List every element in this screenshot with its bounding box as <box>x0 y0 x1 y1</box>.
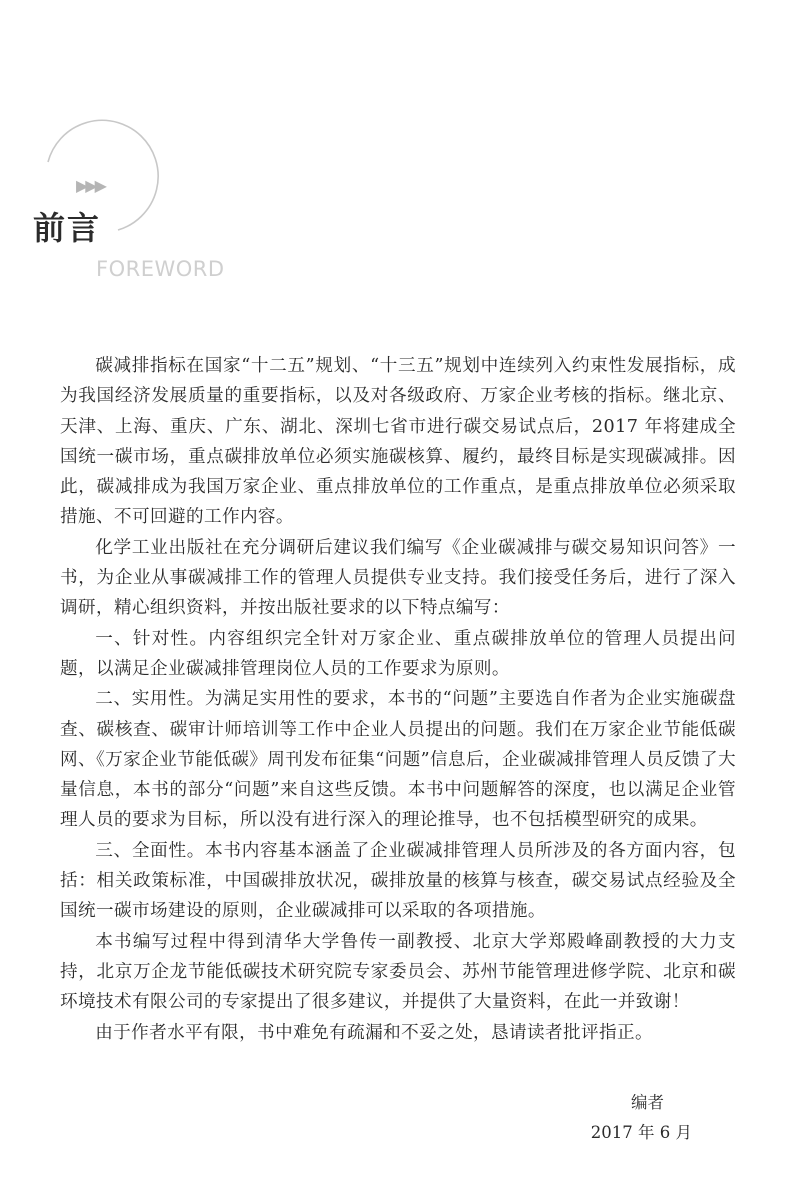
page-title: 前言 <box>33 209 102 247</box>
paragraph: 碳减排指标在国家“十二五”规划、“十三五”规划中连续列入约束性发展指标，成为我国经济发展质量的重要指标，以及对各级政府、万家企业考核的指标。继北京、天津、上海、重庆、广东、湖北、深圳七省市进行碳交易试点后，2017 年将建成全国统一碳市场，重点碳排放单位必须实施碳核算、履约，最终目标是实现碳减排。因此，碳减排成为我国万家企业、重点排放单位的工作重点，是重点排放单位必须采取措施、不可回避的工作内容。 <box>60 356 736 528</box>
signature-date: 2017 年 6 月 <box>590 1123 692 1142</box>
paragraph: 一、针对性。内容组织完全针对万家企业、重点碳排放单位的管理人员提出问题，以满足企业碳减排管理岗位人员的工作要求为原则。 <box>60 628 736 679</box>
page-subtitle: FOREWORD <box>96 257 225 281</box>
paragraph: 三、全面性。本书内容基本涵盖了企业碳减排管理人员所涉及的各方面内容，包括：相关政策标准，中国碳排放状况，碳排放量的核算与核查，碳交易试点经验及全国统一碳市场建设的原则，企业碳减排可以采取的各项措施。 <box>60 840 736 922</box>
signature-author: 编者 <box>631 1093 664 1112</box>
signature-block <box>591 1088 692 1148</box>
triple-arrow-icon: ▶▶▶ <box>76 176 104 195</box>
paragraph: 二、实用性。为满足实用性的要求，本书的“问题”主要选自作者为企业实施碳盘查、碳核查、碳审计师培训等工作中企业人员提出的问题。我们在万家企业节能低碳网、《万家企业节能低碳》周刊发布征集“问题”信息后，企业碳减排管理人员反馈了大量信息，本书的部分“问题”来自这些反馈。本书中问题解答的深度，也以满足企业管理人员的要求为目标，所以没有进行深入的理论推导，也不包括模型研究的成果。 <box>60 689 736 831</box>
paragraph: 化学工业出版社在充分调研后建议我们编写《企业碳减排与碳交易知识问答》一书，为企业从事碳减排工作的管理人员提供专业支持。我们接受任务后，进行了深入调研，精心组织资料，并按出版社要求的以下特点编写： <box>60 537 736 619</box>
paragraph: 由于作者水平有限，书中难免有疏漏和不妥之处，恳请读者批评指正。 <box>95 1022 653 1043</box>
preface-body <box>60 351 736 1048</box>
paragraph: 本书编写过程中得到清华大学鲁传一副教授、北京大学郑殿峰副教授的大力支持，北京万企龙节能低碳技术研究院专家委员会、苏州节能管理进修学院、北京和碳环境技术有限公司的专家提出了很多建议，并提供了大量资料，在此一并致谢！ <box>60 931 736 1013</box>
